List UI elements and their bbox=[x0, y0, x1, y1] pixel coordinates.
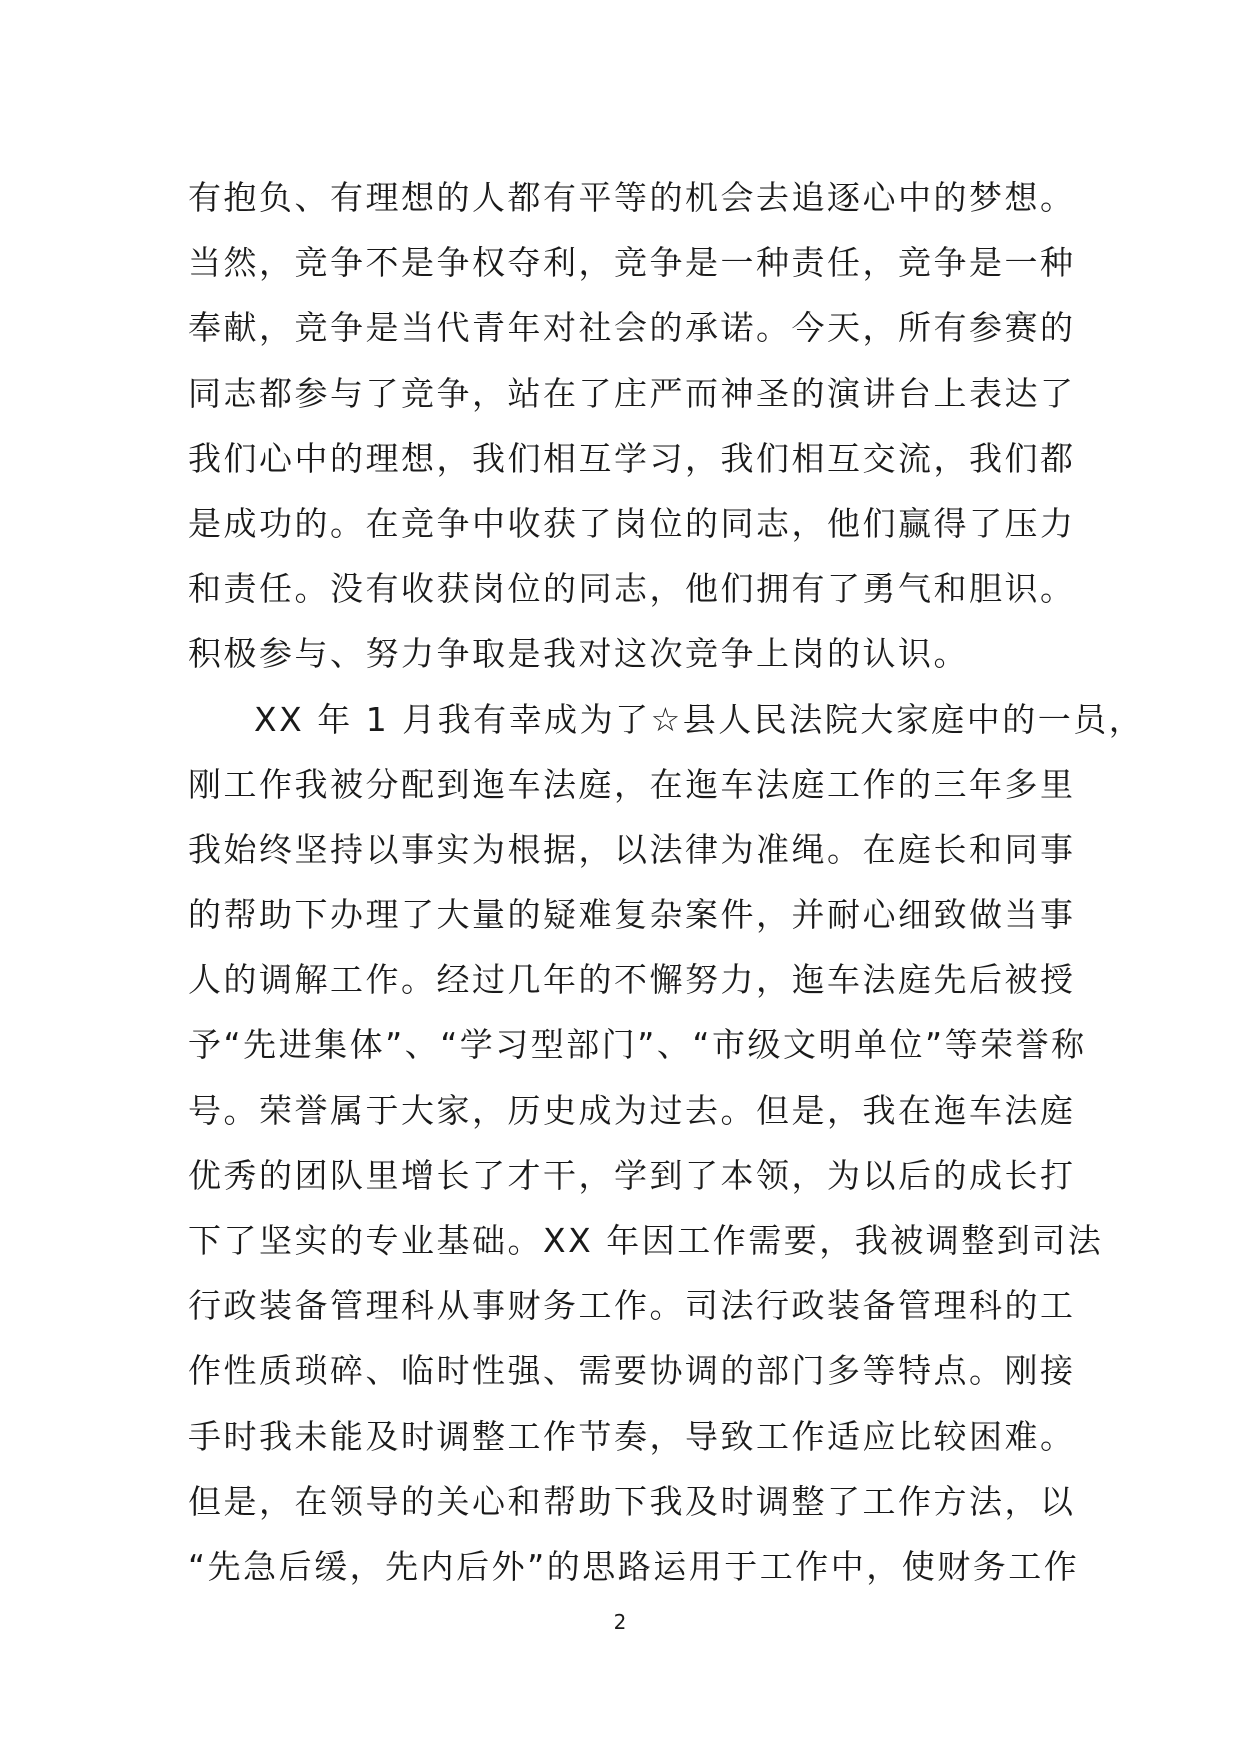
text-line: 当然，竞争不是争权夺利，竞争是一种责任，竞争是一种 bbox=[188, 243, 1076, 283]
text-line: 我们心中的理想，我们相互学习，我们相互交流，我们都 bbox=[188, 438, 1076, 478]
text-line: 优秀的团队里增长了才干，学到了本领，为以后的成长打 bbox=[188, 1155, 1076, 1195]
page-number: 2 bbox=[613, 1610, 627, 1634]
text-line: 下了坚实的专业基础。XX 年因工作需要，我被调整到司法 bbox=[188, 1221, 1104, 1260]
text-line: 予“先进集体”、“学习型部门”、“市级文明单位”等荣誉称 bbox=[188, 1025, 1087, 1065]
text-line: 有抱负、有理想的人都有平等的机会去追逐心中的梦想。 bbox=[188, 178, 1076, 217]
paragraph-start-line: XX 年 1 月我有幸成为了☆县人民法院大家庭中的一员， bbox=[254, 699, 1145, 739]
text-line: 手时我未能及时调整工作节奏，导致工作适应比较困难。 bbox=[188, 1416, 1076, 1456]
text-line: 同志都参与了竞争，站在了庄严而神圣的演讲台上表达了 bbox=[188, 373, 1076, 413]
body-text bbox=[188, 165, 1145, 1599]
text-line: 刚工作我被分配到迤车法庭，在迤车法庭工作的三年多里 bbox=[188, 764, 1076, 804]
text-line: 行政装备管理科从事财务工作。司法行政装备管理科的工 bbox=[188, 1286, 1076, 1326]
text-line: 是成功的。在竞争中收获了岗位的同志，他们赢得了压力 bbox=[188, 503, 1076, 543]
text-line: “先急后缓，先内后外”的思路运用于工作中，使财务工作 bbox=[188, 1546, 1080, 1586]
text-line: 号。荣誉属于大家，历史成为过去。但是，我在迤车法庭 bbox=[188, 1090, 1076, 1130]
text-line: 我始终坚持以事实为根据，以法律为准绳。在庭长和同事 bbox=[188, 829, 1076, 869]
text-line: 人的调解工作。经过几年的不懈努力，迤车法庭先后被授 bbox=[188, 960, 1076, 1000]
text-line: 作性质琐碎、临时性强、需要协调的部门多等特点。刚接 bbox=[188, 1351, 1076, 1391]
text-line: 和责任。没有收获岗位的同志，他们拥有了勇气和胆识。 bbox=[188, 569, 1076, 609]
text-line: 积极参与、努力争取是我对这次竞争上岗的认识。 bbox=[188, 634, 969, 674]
text-line: 的帮助下办理了大量的疑难复杂案件，并耐心细致做当事 bbox=[188, 895, 1076, 935]
text-line: 但是，在领导的关心和帮助下我及时调整了工作方法，以 bbox=[188, 1481, 1076, 1521]
text-line: 奉献，竞争是当代青年对社会的承诺。今天，所有参赛的 bbox=[188, 308, 1076, 348]
